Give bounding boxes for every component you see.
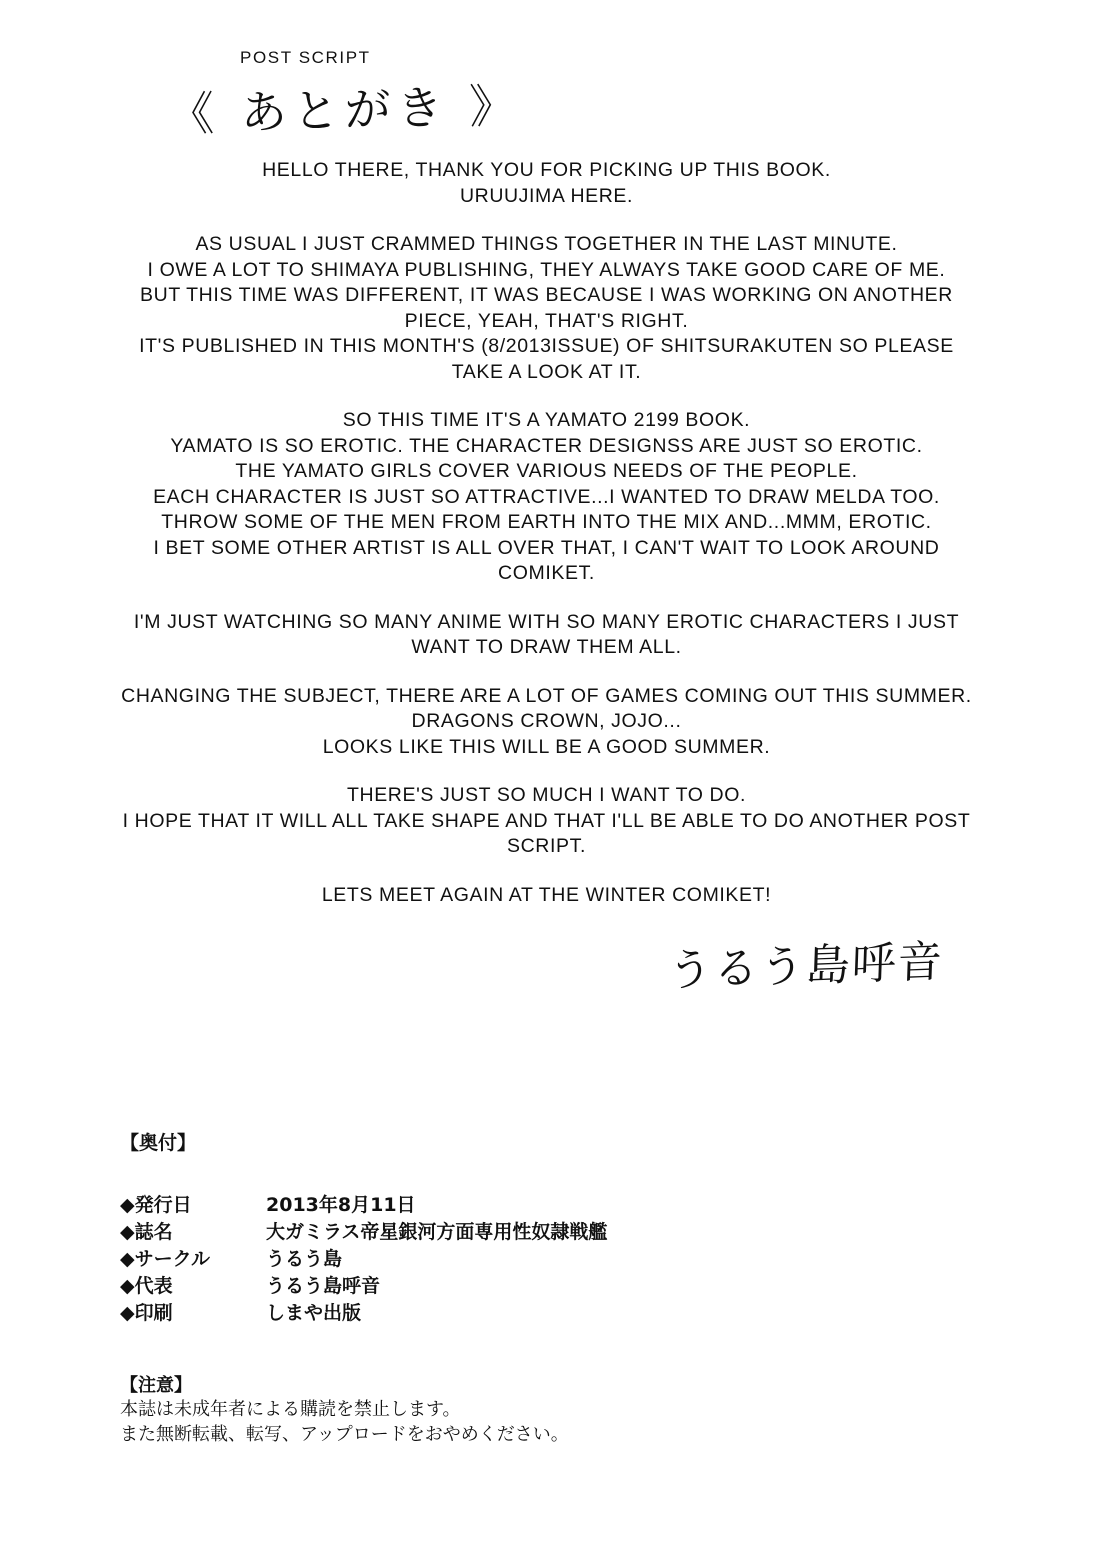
afterword-body bbox=[120, 158, 973, 908]
afterword-paragraph: THERE'S JUST SO MUCH I WANT TO DO. I HOPE THAT IT WILL ALL TAKE SHAPE AND THAT I'LL BE ABLE TO DO ANOTHER POST SCRIPT. bbox=[122, 784, 971, 857]
colophon-value: うるう島呼音 bbox=[266, 1275, 381, 1297]
colophon-key: ◆サークル bbox=[120, 1248, 211, 1270]
afterword-paragraph: CHANGING THE SUBJECT, THERE ARE A LOT OF GAMES COMING OUT THIS SUMMER. DRAGONS CROWN, JOJO... LOOKS LIKE THIS WILL BE A GOOD SUMMER. bbox=[121, 684, 972, 758]
author-signature: うるう島呼音 bbox=[667, 936, 945, 997]
colophon-key: ◆印刷 bbox=[120, 1302, 173, 1324]
colophon-table bbox=[120, 1192, 607, 1327]
colophon-row bbox=[120, 1219, 607, 1246]
colophon-value: 2013年8月11日 bbox=[266, 1194, 416, 1216]
colophon-value: うるう島 bbox=[266, 1248, 343, 1270]
colophon-key: ◆誌名 bbox=[120, 1221, 173, 1243]
colophon-row bbox=[120, 1246, 607, 1273]
afterword-paragraph: SO THIS TIME IT'S A YAMATO 2199 BOOK. YAMATO IS SO EROTIC. THE CHARACTER DESIGNSS ARE JUST SO EROTIC. THE YAMATO GIRLS COVER VARIOUS NEEDS OF THE PEOPLE. EACH CHARACTER IS JUST SO ATTRACTIVE...I WANTED TO DRAW MELDA TOO. THROW SOME OF THE MEN FROM EARTH INTO THE MIX AND...MMM, EROTIC. I BET SOME OTHER ARTIST IS ALL OVER THAT, I CAN'T WAIT TO LOOK AROUND COMIKET. bbox=[153, 409, 940, 584]
colophon-key: ◆代表 bbox=[120, 1275, 173, 1297]
post-script-handwritten-title: 《 あとがき 》 bbox=[167, 78, 522, 142]
afterword-paragraph: HELLO THERE, THANK YOU FOR PICKING UP THIS BOOK. URUUJIMA HERE. bbox=[262, 159, 831, 207]
colophon-value: しまや出版 bbox=[266, 1302, 362, 1324]
notice-heading: 【注意】 bbox=[120, 1375, 192, 1396]
colophon-row bbox=[120, 1300, 607, 1327]
colophon-row bbox=[120, 1192, 607, 1219]
colophon-row bbox=[120, 1273, 607, 1300]
afterword-paragraph: I'M JUST WATCHING SO MANY ANIME WITH SO MANY EROTIC CHARACTERS I JUST WANT TO DRAW THEM ALL. bbox=[133, 610, 960, 658]
colophon-heading: 【奥付】 bbox=[120, 1132, 197, 1154]
colophon-value: 大ガミラス帝星銀河方面専用性奴隷戦艦 bbox=[266, 1221, 608, 1243]
afterword-paragraph: LETS MEET AGAIN AT THE WINTER COMIKET! bbox=[321, 883, 772, 906]
notice-line: 本誌は未成年者による購読を禁止します。 bbox=[120, 1399, 461, 1420]
notice-body bbox=[120, 1397, 569, 1447]
post-script-label: POST SCRIPT bbox=[240, 48, 371, 67]
afterword-paragraph: AS USUAL I JUST CRAMMED THINGS TOGETHER IN THE LAST MINUTE. I OWE A LOT TO SHIMAYA PUBLISHING, THEY ALWAYS TAKE GOOD CARE OF ME. BUT THIS TIME WAS DIFFERENT, IT WAS BECAUSE I WAS WORKING ON ANOTHER PIECE, YEAH, THAT'S RIGHT. IT'S PUBLISHED IN THIS MONTH'S (8/2013ISSUE) OF SHITSURAKUTEN SO PLEASE TAKE A LOOK AT IT. bbox=[139, 233, 954, 383]
colophon-key: ◆発行日 bbox=[120, 1194, 192, 1216]
notice-line: また無断転載、転写、アップロードをおやめください。 bbox=[120, 1424, 569, 1445]
